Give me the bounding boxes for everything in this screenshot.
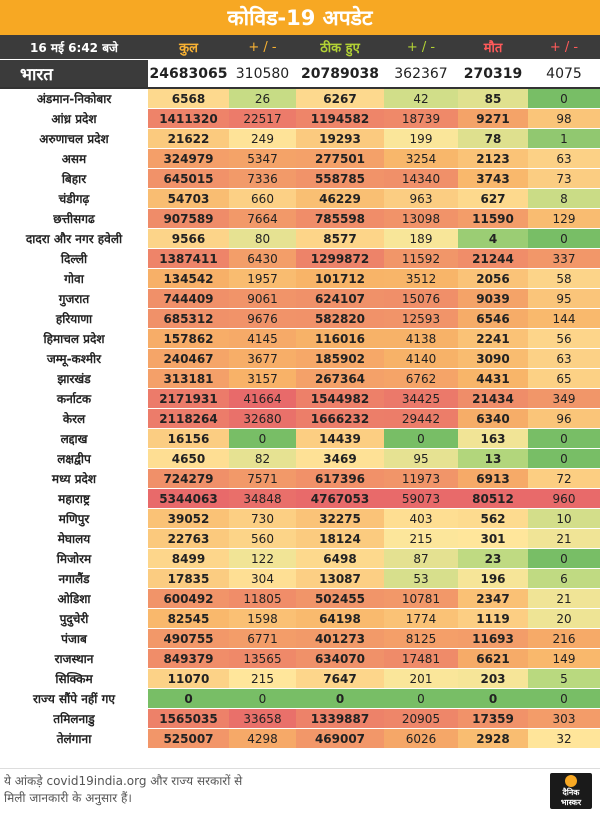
total-cases: 1387411 bbox=[148, 249, 229, 269]
total-cases: 17835 bbox=[148, 569, 229, 589]
state-name: ओडिशा bbox=[0, 589, 148, 609]
total-cases: 240467 bbox=[148, 349, 229, 369]
recovered-change: 15076 bbox=[384, 289, 458, 309]
death-change: 8 bbox=[528, 189, 600, 209]
state-name: गुजरात bbox=[0, 289, 148, 309]
death-change: 5 bbox=[528, 669, 600, 689]
death-count: 6621 bbox=[458, 649, 528, 669]
death-count: 4431 bbox=[458, 369, 528, 389]
recovered-change: 199 bbox=[384, 129, 458, 149]
total-cases: 2118264 bbox=[148, 409, 229, 429]
total-cases: 525007 bbox=[148, 729, 229, 749]
recovered-count: 64198 bbox=[296, 609, 384, 629]
header-total-change: + / - bbox=[229, 35, 296, 60]
table-row bbox=[0, 169, 600, 189]
recovered-count: 634070 bbox=[296, 649, 384, 669]
table-row bbox=[0, 249, 600, 269]
total-change: 730 bbox=[229, 509, 296, 529]
recovered-count: 6498 bbox=[296, 549, 384, 569]
recovered-change: 1774 bbox=[384, 609, 458, 629]
death-count: 2056 bbox=[458, 269, 528, 289]
recovered-change: 3512 bbox=[384, 269, 458, 289]
total-change: 82 bbox=[229, 449, 296, 469]
table-row bbox=[0, 549, 600, 569]
death-change: 56 bbox=[528, 329, 600, 349]
header-recovered-change: + / - bbox=[384, 35, 458, 60]
total-change: 7664 bbox=[229, 209, 296, 229]
covid-table bbox=[0, 35, 600, 749]
death-count: 2241 bbox=[458, 329, 528, 349]
death-change: 303 bbox=[528, 709, 600, 729]
total-cases: 907589 bbox=[148, 209, 229, 229]
recovered-count: 7647 bbox=[296, 669, 384, 689]
table-row bbox=[0, 429, 600, 449]
table-row bbox=[0, 449, 600, 469]
total-change: 122 bbox=[229, 549, 296, 569]
death-change: 65 bbox=[528, 369, 600, 389]
table-row bbox=[0, 469, 600, 489]
state-name: अरुणाचल प्रदेश bbox=[0, 129, 148, 149]
total-change: 5347 bbox=[229, 149, 296, 169]
total-cases: 685312 bbox=[148, 309, 229, 329]
total-change: 3157 bbox=[229, 369, 296, 389]
recovered-count: 624107 bbox=[296, 289, 384, 309]
sun-icon bbox=[565, 775, 577, 787]
page-title: कोविड-19 अपडेट bbox=[0, 0, 600, 35]
death-change: 149 bbox=[528, 649, 600, 669]
recovered-count: 116016 bbox=[296, 329, 384, 349]
recovered-count: 469007 bbox=[296, 729, 384, 749]
total-change: 4298 bbox=[229, 729, 296, 749]
total-change: 7571 bbox=[229, 469, 296, 489]
total-cases: 54703 bbox=[148, 189, 229, 209]
death-change: 21 bbox=[528, 589, 600, 609]
recovered-count: 558785 bbox=[296, 169, 384, 189]
national-row bbox=[0, 60, 600, 89]
total-cases: 9566 bbox=[148, 229, 229, 249]
state-name: हरियाणा bbox=[0, 309, 148, 329]
total-change: 1598 bbox=[229, 609, 296, 629]
death-change: 0 bbox=[528, 449, 600, 469]
death-change: 216 bbox=[528, 629, 600, 649]
death-change: 10 bbox=[528, 509, 600, 529]
total-cases: 2171931 bbox=[148, 389, 229, 409]
recovered-count: 401273 bbox=[296, 629, 384, 649]
total-cases: 16156 bbox=[148, 429, 229, 449]
state-name: गोवा bbox=[0, 269, 148, 289]
recovered-change: 87 bbox=[384, 549, 458, 569]
recovered-change: 29442 bbox=[384, 409, 458, 429]
total-cases: 724279 bbox=[148, 469, 229, 489]
recovered-change: 20905 bbox=[384, 709, 458, 729]
state-name: जम्मू-कश्मीर bbox=[0, 349, 148, 369]
header-recovered: ठीक हुए bbox=[296, 35, 384, 60]
recovered-change: 4140 bbox=[384, 349, 458, 369]
death-change: 349 bbox=[528, 389, 600, 409]
table-row bbox=[0, 229, 600, 249]
national-deaths: 270319 bbox=[458, 60, 528, 89]
state-name: बिहार bbox=[0, 169, 148, 189]
recovered-count: 582820 bbox=[296, 309, 384, 329]
state-name: पंजाब bbox=[0, 629, 148, 649]
recovered-count: 13087 bbox=[296, 569, 384, 589]
death-count: 196 bbox=[458, 569, 528, 589]
recovered-count: 267364 bbox=[296, 369, 384, 389]
state-name: मणिपुर bbox=[0, 509, 148, 529]
recovered-change: 0 bbox=[384, 689, 458, 709]
total-change: 33658 bbox=[229, 709, 296, 729]
total-change: 41664 bbox=[229, 389, 296, 409]
death-change: 337 bbox=[528, 249, 600, 269]
recovered-change: 6762 bbox=[384, 369, 458, 389]
recovered-count: 502455 bbox=[296, 589, 384, 609]
recovered-count: 1299872 bbox=[296, 249, 384, 269]
total-change: 22517 bbox=[229, 109, 296, 129]
state-name: तेलंगाना bbox=[0, 729, 148, 749]
header-deaths-change: + / - bbox=[528, 35, 600, 60]
death-change: 0 bbox=[528, 88, 600, 109]
death-count: 13 bbox=[458, 449, 528, 469]
recovered-change: 403 bbox=[384, 509, 458, 529]
total-change: 0 bbox=[229, 689, 296, 709]
death-change: 0 bbox=[528, 689, 600, 709]
table-row bbox=[0, 369, 600, 389]
total-cases: 11070 bbox=[148, 669, 229, 689]
death-change: 58 bbox=[528, 269, 600, 289]
death-change: 32 bbox=[528, 729, 600, 749]
recovered-change: 189 bbox=[384, 229, 458, 249]
recovered-count: 32275 bbox=[296, 509, 384, 529]
recovered-count: 14439 bbox=[296, 429, 384, 449]
recovered-change: 17481 bbox=[384, 649, 458, 669]
death-count: 0 bbox=[458, 689, 528, 709]
total-change: 26 bbox=[229, 88, 296, 109]
total-change: 560 bbox=[229, 529, 296, 549]
table-row bbox=[0, 109, 600, 129]
table-row bbox=[0, 629, 600, 649]
death-count: 6340 bbox=[458, 409, 528, 429]
recovered-count: 1194582 bbox=[296, 109, 384, 129]
death-change: 0 bbox=[528, 429, 600, 449]
recovered-change: 53 bbox=[384, 569, 458, 589]
header-row bbox=[0, 35, 600, 60]
total-change: 11805 bbox=[229, 589, 296, 609]
total-change: 7336 bbox=[229, 169, 296, 189]
death-count: 80512 bbox=[458, 489, 528, 509]
table-row bbox=[0, 709, 600, 729]
death-change: 1 bbox=[528, 129, 600, 149]
total-change: 34848 bbox=[229, 489, 296, 509]
recovered-change: 10781 bbox=[384, 589, 458, 609]
death-count: 21244 bbox=[458, 249, 528, 269]
death-count: 9271 bbox=[458, 109, 528, 129]
source-note-line2: मिली जानकारी के अनुसार हैं। bbox=[4, 791, 132, 805]
death-change: 6 bbox=[528, 569, 600, 589]
recovered-change: 201 bbox=[384, 669, 458, 689]
table-row bbox=[0, 669, 600, 689]
total-cases: 744409 bbox=[148, 289, 229, 309]
total-change: 1957 bbox=[229, 269, 296, 289]
death-change: 72 bbox=[528, 469, 600, 489]
table-row bbox=[0, 509, 600, 529]
state-name: महाराष्ट्र bbox=[0, 489, 148, 509]
total-cases: 157862 bbox=[148, 329, 229, 349]
recovered-change: 12593 bbox=[384, 309, 458, 329]
source-note-line1: ये आंकड़े covid19india.org और राज्य सरकारों से bbox=[4, 774, 243, 788]
recovered-change: 95 bbox=[384, 449, 458, 469]
state-name: झारखंड bbox=[0, 369, 148, 389]
death-change: 144 bbox=[528, 309, 600, 329]
total-cases: 313181 bbox=[148, 369, 229, 389]
source-note bbox=[4, 773, 242, 807]
state-name: राजस्थान bbox=[0, 649, 148, 669]
state-name: आंध्र प्रदेश bbox=[0, 109, 148, 129]
recovered-change: 8125 bbox=[384, 629, 458, 649]
table-row bbox=[0, 329, 600, 349]
total-change: 215 bbox=[229, 669, 296, 689]
total-cases: 82545 bbox=[148, 609, 229, 629]
total-cases: 22763 bbox=[148, 529, 229, 549]
total-cases: 8499 bbox=[148, 549, 229, 569]
recovered-change: 34425 bbox=[384, 389, 458, 409]
recovered-count: 1666232 bbox=[296, 409, 384, 429]
total-change: 9061 bbox=[229, 289, 296, 309]
state-name: केरल bbox=[0, 409, 148, 429]
recovered-count: 185902 bbox=[296, 349, 384, 369]
table-row bbox=[0, 88, 600, 109]
state-name: मध्य प्रदेश bbox=[0, 469, 148, 489]
recovered-count: 4767053 bbox=[296, 489, 384, 509]
recovered-count: 8577 bbox=[296, 229, 384, 249]
total-change: 660 bbox=[229, 189, 296, 209]
state-name: राज्य सौंपे नहीं गए bbox=[0, 689, 148, 709]
recovered-change: 11592 bbox=[384, 249, 458, 269]
death-count: 11590 bbox=[458, 209, 528, 229]
death-count: 301 bbox=[458, 529, 528, 549]
death-count: 3743 bbox=[458, 169, 528, 189]
table-row bbox=[0, 189, 600, 209]
recovered-change: 18739 bbox=[384, 109, 458, 129]
recovered-count: 18124 bbox=[296, 529, 384, 549]
death-count: 6546 bbox=[458, 309, 528, 329]
state-name: चंडीगढ़ bbox=[0, 189, 148, 209]
recovered-change: 14340 bbox=[384, 169, 458, 189]
state-name: छत्तीसगढ bbox=[0, 209, 148, 229]
death-count: 163 bbox=[458, 429, 528, 449]
death-change: 21 bbox=[528, 529, 600, 549]
footer bbox=[0, 768, 600, 813]
death-change: 129 bbox=[528, 209, 600, 229]
recovered-count: 277501 bbox=[296, 149, 384, 169]
header-date-time: 16 मई 6:42 बजे bbox=[0, 35, 148, 60]
total-cases: 21622 bbox=[148, 129, 229, 149]
table-row bbox=[0, 729, 600, 749]
table-row bbox=[0, 489, 600, 509]
total-cases: 490755 bbox=[148, 629, 229, 649]
recovered-change: 42 bbox=[384, 88, 458, 109]
recovered-change: 11973 bbox=[384, 469, 458, 489]
death-count: 78 bbox=[458, 129, 528, 149]
death-change: 960 bbox=[528, 489, 600, 509]
logo-line2: भास्कर bbox=[560, 798, 582, 807]
total-change: 304 bbox=[229, 569, 296, 589]
death-count: 2928 bbox=[458, 729, 528, 749]
death-count: 17359 bbox=[458, 709, 528, 729]
state-name: मेघालय bbox=[0, 529, 148, 549]
death-change: 63 bbox=[528, 149, 600, 169]
death-count: 627 bbox=[458, 189, 528, 209]
death-change: 0 bbox=[528, 229, 600, 249]
recovered-count: 1339887 bbox=[296, 709, 384, 729]
total-cases: 39052 bbox=[148, 509, 229, 529]
total-change: 6430 bbox=[229, 249, 296, 269]
table-row bbox=[0, 689, 600, 709]
total-change: 249 bbox=[229, 129, 296, 149]
total-cases: 134542 bbox=[148, 269, 229, 289]
table-row bbox=[0, 269, 600, 289]
state-name: नगालैंड bbox=[0, 569, 148, 589]
state-name: दादरा और नगर हवेली bbox=[0, 229, 148, 249]
table-row bbox=[0, 129, 600, 149]
state-name: तमिलनाडु bbox=[0, 709, 148, 729]
total-change: 13565 bbox=[229, 649, 296, 669]
table-row bbox=[0, 589, 600, 609]
death-change: 96 bbox=[528, 409, 600, 429]
national-total-change: 310580 bbox=[229, 60, 296, 89]
recovered-count: 617396 bbox=[296, 469, 384, 489]
recovered-count: 785598 bbox=[296, 209, 384, 229]
national-recovered-change: 362367 bbox=[384, 60, 458, 89]
death-change: 63 bbox=[528, 349, 600, 369]
total-change: 4145 bbox=[229, 329, 296, 349]
total-cases: 600492 bbox=[148, 589, 229, 609]
table-row bbox=[0, 389, 600, 409]
death-count: 21434 bbox=[458, 389, 528, 409]
death-count: 1119 bbox=[458, 609, 528, 629]
death-count: 3090 bbox=[458, 349, 528, 369]
national-deaths-change: 4075 bbox=[528, 60, 600, 89]
death-change: 20 bbox=[528, 609, 600, 629]
death-count: 23 bbox=[458, 549, 528, 569]
death-count: 2123 bbox=[458, 149, 528, 169]
national-total: 24683065 bbox=[148, 60, 229, 89]
total-change: 80 bbox=[229, 229, 296, 249]
death-count: 562 bbox=[458, 509, 528, 529]
total-cases: 6568 bbox=[148, 88, 229, 109]
national-recovered: 20789038 bbox=[296, 60, 384, 89]
state-name: असम bbox=[0, 149, 148, 169]
death-change: 98 bbox=[528, 109, 600, 129]
recovered-change: 6026 bbox=[384, 729, 458, 749]
death-change: 0 bbox=[528, 549, 600, 569]
recovered-change: 963 bbox=[384, 189, 458, 209]
total-change: 9676 bbox=[229, 309, 296, 329]
total-cases: 4650 bbox=[148, 449, 229, 469]
death-count: 203 bbox=[458, 669, 528, 689]
table-row bbox=[0, 569, 600, 589]
recovered-count: 46229 bbox=[296, 189, 384, 209]
total-cases: 5344063 bbox=[148, 489, 229, 509]
recovered-change: 3254 bbox=[384, 149, 458, 169]
recovered-count: 19293 bbox=[296, 129, 384, 149]
state-name: कर्नाटक bbox=[0, 389, 148, 409]
dainik-bhaskar-logo bbox=[550, 773, 592, 809]
table-row bbox=[0, 409, 600, 429]
state-name: लक्षद्वीप bbox=[0, 449, 148, 469]
total-cases: 1565035 bbox=[148, 709, 229, 729]
national-name: भारत bbox=[0, 60, 148, 89]
total-change: 6771 bbox=[229, 629, 296, 649]
recovered-count: 0 bbox=[296, 689, 384, 709]
death-count: 85 bbox=[458, 88, 528, 109]
table-row bbox=[0, 309, 600, 329]
death-change: 73 bbox=[528, 169, 600, 189]
total-change: 0 bbox=[229, 429, 296, 449]
state-name: हिमाचल प्रदेश bbox=[0, 329, 148, 349]
state-name: अंडमान-निकोबार bbox=[0, 88, 148, 109]
recovered-count: 6267 bbox=[296, 88, 384, 109]
state-name: मिजोरम bbox=[0, 549, 148, 569]
header-deaths: मौत bbox=[458, 35, 528, 60]
table-row bbox=[0, 349, 600, 369]
death-count: 2347 bbox=[458, 589, 528, 609]
total-cases: 0 bbox=[148, 689, 229, 709]
state-name: दिल्ली bbox=[0, 249, 148, 269]
table-row bbox=[0, 289, 600, 309]
recovered-count: 1544982 bbox=[296, 389, 384, 409]
total-change: 3677 bbox=[229, 349, 296, 369]
table-row bbox=[0, 529, 600, 549]
table-row bbox=[0, 609, 600, 629]
total-cases: 324979 bbox=[148, 149, 229, 169]
recovered-change: 59073 bbox=[384, 489, 458, 509]
total-cases: 849379 bbox=[148, 649, 229, 669]
recovered-change: 215 bbox=[384, 529, 458, 549]
death-count: 6913 bbox=[458, 469, 528, 489]
header-total: कुल bbox=[148, 35, 229, 60]
state-name: सिक्किम bbox=[0, 669, 148, 689]
death-count: 11693 bbox=[458, 629, 528, 649]
state-name: पुदुचेरी bbox=[0, 609, 148, 629]
recovered-change: 13098 bbox=[384, 209, 458, 229]
logo-line1: दैनिक bbox=[562, 788, 580, 797]
total-cases: 1411320 bbox=[148, 109, 229, 129]
total-cases: 645015 bbox=[148, 169, 229, 189]
death-change: 95 bbox=[528, 289, 600, 309]
total-change: 32680 bbox=[229, 409, 296, 429]
table-row bbox=[0, 149, 600, 169]
death-count: 4 bbox=[458, 229, 528, 249]
recovered-change: 4138 bbox=[384, 329, 458, 349]
state-name: लद्दाख bbox=[0, 429, 148, 449]
table-row bbox=[0, 209, 600, 229]
death-count: 9039 bbox=[458, 289, 528, 309]
recovered-change: 0 bbox=[384, 429, 458, 449]
recovered-count: 3469 bbox=[296, 449, 384, 469]
recovered-count: 101712 bbox=[296, 269, 384, 289]
table-row bbox=[0, 649, 600, 669]
